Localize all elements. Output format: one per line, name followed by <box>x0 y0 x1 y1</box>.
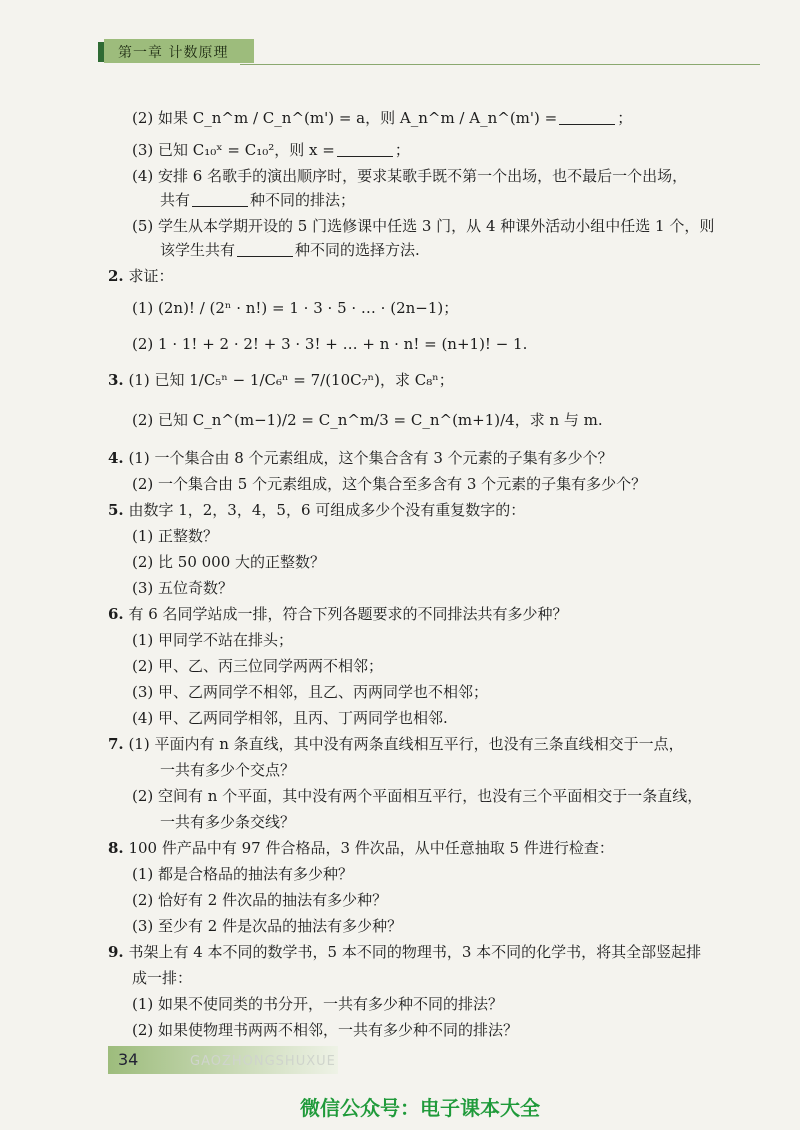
exercise-text: 100 件产品中有 97 件合格品，3 件次品，从中任意抽取 5 件进行检查： <box>128 839 614 857</box>
exercise-line <box>108 604 568 624</box>
exercise-text: (2) 甲、乙、丙三位同学两两不相邻； <box>132 657 384 675</box>
exercise-text: (3) 五位奇数？ <box>132 579 234 597</box>
exercise-line <box>132 410 603 430</box>
exercise-line <box>108 370 454 390</box>
exercise-text: (3) 至少有 2 件是次品的抽法有多少种？ <box>132 917 403 935</box>
exercise-text: 有 6 名同学站成一排，符合下列各题要求的不同排法共有多少种？ <box>128 605 568 623</box>
exercise-line <box>132 682 488 702</box>
exercise-text: 共有 <box>160 191 191 209</box>
exercise-text-after: 种不同的选择方法. <box>295 241 420 259</box>
exercise-line <box>132 140 410 160</box>
exercise-text: 一共有多少个交点？ <box>160 761 296 779</box>
exercise-text: (5) 学生从本学期开设的 5 门选修课中任选 3 门，从 4 种课外活动小组中任选 1 个，则 <box>132 217 715 235</box>
exercise-text: (1) 如果不使同类的书分开，一共有多少种不同的排法？ <box>132 995 504 1013</box>
answer-blank <box>237 242 293 257</box>
exercise-text: (1) 已知 1/C₅ⁿ − 1/C₆ⁿ = 7/(10C₇ⁿ)，求 C₈ⁿ； <box>128 371 454 389</box>
exercise-text: 成一排： <box>132 969 193 987</box>
exercise-line <box>132 890 387 910</box>
exercise-text-after: 种不同的排法； <box>250 191 356 209</box>
exercise-text-after: ； <box>617 109 633 127</box>
exercise-line <box>132 994 503 1014</box>
exercise-line <box>160 812 295 832</box>
exercise-number: 8. <box>108 839 124 857</box>
exercise-line <box>160 240 420 260</box>
exercise-number: 7. <box>108 735 124 753</box>
exercise-text: 一共有多少条交线？ <box>160 813 296 831</box>
exercise-number: 3. <box>108 371 124 389</box>
exercise-line <box>132 1020 518 1040</box>
exercise-text: (3) 已知 C₁₀ˣ = C₁₀²，则 x = <box>132 141 335 159</box>
header-rule <box>240 64 760 65</box>
exercise-line <box>132 656 383 676</box>
exercise-text: (2) 恰好有 2 件次品的抽法有多少种？ <box>132 891 388 909</box>
exercise-line <box>108 500 525 520</box>
exercise-text: (1) 都是合格品的抽法有多少种？ <box>132 865 354 883</box>
exercise-text: (1) (2n)! / (2ⁿ · n!) = 1 · 3 · 5 · … · (2n−1)； <box>132 299 459 317</box>
exercise-text-after: ； <box>394 141 410 159</box>
exercise-text: (2) 一个集合由 5 个元素组成，这个集合至多含有 3 个元素的子集有多少个？ <box>132 475 647 493</box>
exercise-line <box>132 166 687 186</box>
page-number: 34 <box>118 1050 139 1069</box>
exercise-number: 6. <box>108 605 124 623</box>
exercise-text: 求证： <box>128 267 174 285</box>
exercise-text: (2) 1 · 1! + 2 · 2! + 3 · 3! + … + n · n! = (n+1)! − 1. <box>132 335 528 353</box>
exercise-line <box>132 474 646 494</box>
exercise-text: (1) 平面内有 n 条直线，其中没有两条直线相互平行，也没有三条直线相交于一点， <box>128 735 684 753</box>
exercise-text: 该学生共有 <box>160 241 236 259</box>
chapter-title: 第一章 计数原理 <box>118 45 229 61</box>
exercise-line <box>132 334 527 354</box>
exercise-text: (2) 比 50 000 大的正整数？ <box>132 553 326 571</box>
exercise-line <box>108 838 614 858</box>
exercise-line <box>108 734 684 754</box>
answer-blank <box>192 192 248 207</box>
exercise-text: (2) 空间有 n 个平面，其中没有两个平面相互平行，也没有三个平面相交于一条直线， <box>132 787 703 805</box>
exercise-line <box>132 916 402 936</box>
exercise-line <box>132 216 714 236</box>
exercise-line <box>132 968 192 988</box>
answer-blank <box>559 110 615 125</box>
exercise-text: (4) 甲、乙两同学相邻，且丙、丁两同学也相邻. <box>132 709 448 727</box>
exercise-line <box>132 786 702 806</box>
exercise-line <box>160 190 355 210</box>
exercise-line <box>132 108 632 128</box>
exercise-text: (3) 甲、乙两同学不相邻，且乙、丙两同学也不相邻； <box>132 683 489 701</box>
chapter-header <box>0 36 800 72</box>
exercise-text: (4) 安排 6 名歌手的演出顺序时，要求某歌手既不第一个出场，也不最后一个出场， <box>132 167 688 185</box>
exercise-line <box>132 578 233 598</box>
exercise-text: 书架上有 4 本不同的数学书，5 本不同的物理书，3 本不同的化学书，将其全部竖起排 <box>128 943 702 961</box>
exercise-line <box>132 526 218 546</box>
exercise-line <box>108 942 701 962</box>
answer-blank <box>337 142 393 157</box>
exercise-text: 由数字 1，2，3，4，5，6 可组成多少个没有重复数字的： <box>128 501 526 519</box>
exercise-text: (2) 如果 C_n^m / C_n^(m') = a，则 A_n^m / A_n^(m') = <box>132 109 558 127</box>
exercise-line <box>132 708 448 728</box>
exercise-line <box>132 552 325 572</box>
exercise-line <box>108 448 613 468</box>
exercise-number: 2. <box>108 267 124 285</box>
exercise-text: (2) 如果使物理书两两不相邻，一共有多少种不同的排法？ <box>132 1021 519 1039</box>
exercise-text: (2) 已知 C_n^(m−1)/2 = C_n^m/3 = C_n^(m+1)/4，求 n 与 m. <box>132 411 603 429</box>
series-name: GAOZHONGSHUXUE <box>190 1054 336 1069</box>
exercise-text: (1) 甲同学不站在排头； <box>132 631 294 649</box>
exercise-line <box>160 760 295 780</box>
exercise-line <box>132 864 353 884</box>
exercise-number: 9. <box>108 943 124 961</box>
exercise-number: 5. <box>108 501 124 519</box>
exercise-line <box>132 298 458 318</box>
watermark-text: 微信公众号：电子课本大全 <box>300 1096 540 1120</box>
exercise-line <box>132 630 293 650</box>
exercise-text: (1) 一个集合由 8 个元素组成，这个集合含有 3 个元素的子集有多少个？ <box>128 449 613 467</box>
exercise-number: 4. <box>108 449 124 467</box>
exercise-line <box>108 266 173 286</box>
exercise-text: (1) 正整数？ <box>132 527 219 545</box>
